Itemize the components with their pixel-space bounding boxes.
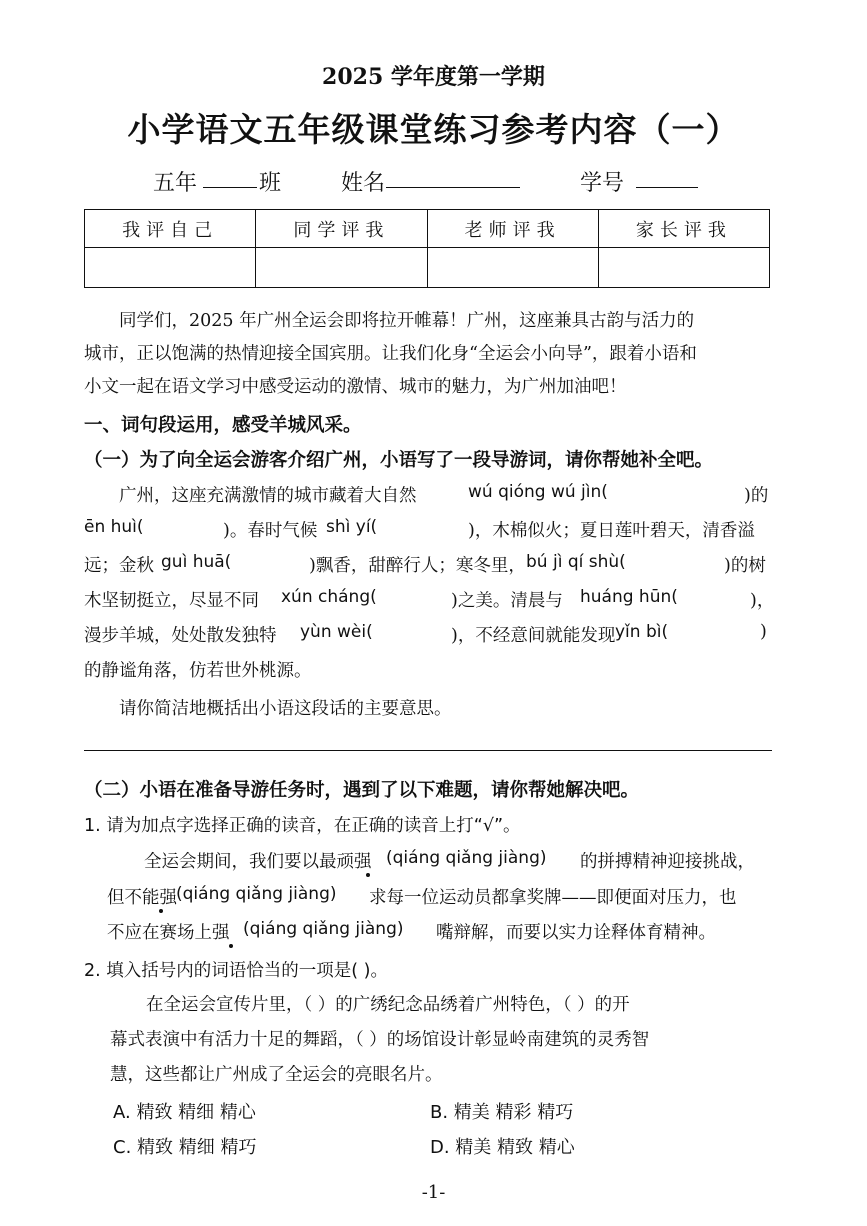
parent-eval-header: 家长评我 bbox=[598, 210, 769, 248]
peer-eval-header: 同学评我 bbox=[256, 210, 427, 248]
grade-label: 五年 bbox=[153, 171, 198, 196]
emphasis-dot-1 bbox=[366, 873, 370, 877]
part-1-heading: （一）为了向全运会游客介绍广州，小语写了一段导游词，请你帮她补全吧。 bbox=[84, 450, 714, 471]
answer-line[interactable] bbox=[84, 750, 772, 751]
option-c[interactable]: C. 精致 精细 精巧 bbox=[113, 1137, 257, 1158]
self-eval-header: 我评自己 bbox=[85, 210, 256, 248]
pinyin-wuqiongwujin[interactable]: wú qióng wú jìn( bbox=[468, 482, 608, 502]
evaluation-table bbox=[84, 209, 770, 288]
reading-choices-1[interactable]: (qiáng qiǎng jiàng) bbox=[386, 848, 547, 868]
student-id-label: 学号 bbox=[580, 171, 625, 196]
teacher-eval-header: 老师评我 bbox=[427, 210, 598, 248]
pinyin-xunchang[interactable]: xún cháng( bbox=[281, 587, 377, 607]
peer-eval-cell[interactable] bbox=[256, 248, 427, 288]
pinyin-bujiqishu[interactable]: bú jì qí shù( bbox=[526, 552, 626, 572]
parent-eval-cell[interactable] bbox=[598, 248, 769, 288]
option-b[interactable]: B. 精美 精彩 精巧 bbox=[430, 1102, 574, 1123]
emphasis-dot-3 bbox=[229, 944, 233, 948]
section-1-heading: 一、词句段运用，感受羊城风采。 bbox=[84, 415, 362, 436]
self-eval-cell[interactable] bbox=[85, 248, 256, 288]
class-blank[interactable] bbox=[203, 166, 257, 194]
evaluation-blank-row bbox=[85, 248, 770, 288]
student-id-blank[interactable] bbox=[636, 166, 698, 194]
reading-choices-2[interactable]: (qiáng qiǎng jiàng) bbox=[176, 884, 337, 904]
emphasis-dot-2 bbox=[159, 909, 163, 913]
option-d[interactable]: D. 精美 精致 精心 bbox=[430, 1137, 575, 1158]
name-blank[interactable] bbox=[386, 166, 520, 194]
pinyin-yunwei[interactable]: yùn wèi( bbox=[300, 622, 373, 642]
worksheet-title: 小学语文五年级课堂练习参考内容（一） bbox=[127, 110, 740, 149]
pinyin-huanghun[interactable]: huáng hūn( bbox=[580, 587, 678, 607]
class-label: 班 bbox=[259, 171, 282, 196]
teacher-eval-cell[interactable] bbox=[427, 248, 598, 288]
pinyin-enhui[interactable]: ēn huì( bbox=[84, 517, 144, 537]
worksheet-page: 2025 学年度第一学期 小学语文五年级课堂练习参考内容（一） 五年 班 姓名 学号 我评自己 同学评我 老师评我 家长评我 同学们，2025 年广州全运会即将拉开帷幕！广州，这座兼具古韵与活力的 城市，正以饱满的热情迎接全国宾朋。让我们化身“全运会小向导”，跟着小语和 小文一起在语文学习中感受运动的激情、城市的魅力，为广州加油吧！ 一、词句段运用，感受羊城风采。 （一）为了向全运会游客介绍广州，小语写了一段导游词，请你帮她补全吧。 广州，这座充满激情的城市藏着大自然 wú qióng wú jìn( )的 ēn huì( )。春时气候 shì yí( )，木棉似火；夏日莲叶碧天，清香溢 远；金秋 guì huā( )飘香，甜醉行人；寒冬里， bú jì qí shù( )的树 木坚韧挺立，尽显不同 xún cháng( )之美。清晨与 huáng hūn( )， 漫步羊城，处处散发独特 yùn wèi( )，不经意间就能发现 yǐn bì( ) 的静谧角落，仿若世外桃源。 请你简洁地概括出小语这段话的主要意思。 （二）小语在准备导游任务时，遇到了以下难题，请你帮她解决吧。 1. 请为加点字选择正确的读音，在正确的读音上打“√”。 全运会期间，我们要以最顽强 (qiáng qiǎng jiàng) 的拼搏精神迎接挑战， 但不能强 (qiáng qiǎng jiàng) 求每一位运动员都拿奖牌——即便面对压力，也 不应在赛场上强 (qiáng qiǎng jiàng) 嘴辩解，而要以实力诠释体育精神。 2. 填入括号内的词语恰当的一项是( )。 在全运会宣传片里，（ ）的广绣纪念品绣着广州特色，（ ）的开 幕式表演中有活力十足的舞蹈，（ ）的场馆设计彰显岭南建筑的灵秀智 慧，这些都让广州成了全运会的亮眼名片。 A. 精致 精细 精心 B. 精美 精彩 精巧 C. 精致 精细 精巧 D. 精美 精致 精心 -1- bbox=[0, 0, 867, 1226]
part-2-heading: （二）小语在准备导游任务时，遇到了以下难题，请你帮她解决吧。 bbox=[84, 780, 640, 801]
option-a[interactable]: A. 精致 精细 精心 bbox=[113, 1102, 256, 1123]
pinyin-yinbi[interactable]: yǐn bì( bbox=[615, 622, 669, 642]
page-number: -1- bbox=[421, 1182, 446, 1203]
name-label: 姓名 bbox=[341, 171, 386, 196]
pinyin-shiyi[interactable]: shì yí( bbox=[326, 517, 378, 537]
semester-title: 2025 学年度第一学期 bbox=[322, 64, 545, 90]
evaluation-header-row bbox=[85, 210, 770, 248]
reading-choices-3[interactable]: (qiáng qiǎng jiàng) bbox=[243, 919, 404, 939]
pinyin-guihua[interactable]: guì huā( bbox=[161, 552, 232, 572]
